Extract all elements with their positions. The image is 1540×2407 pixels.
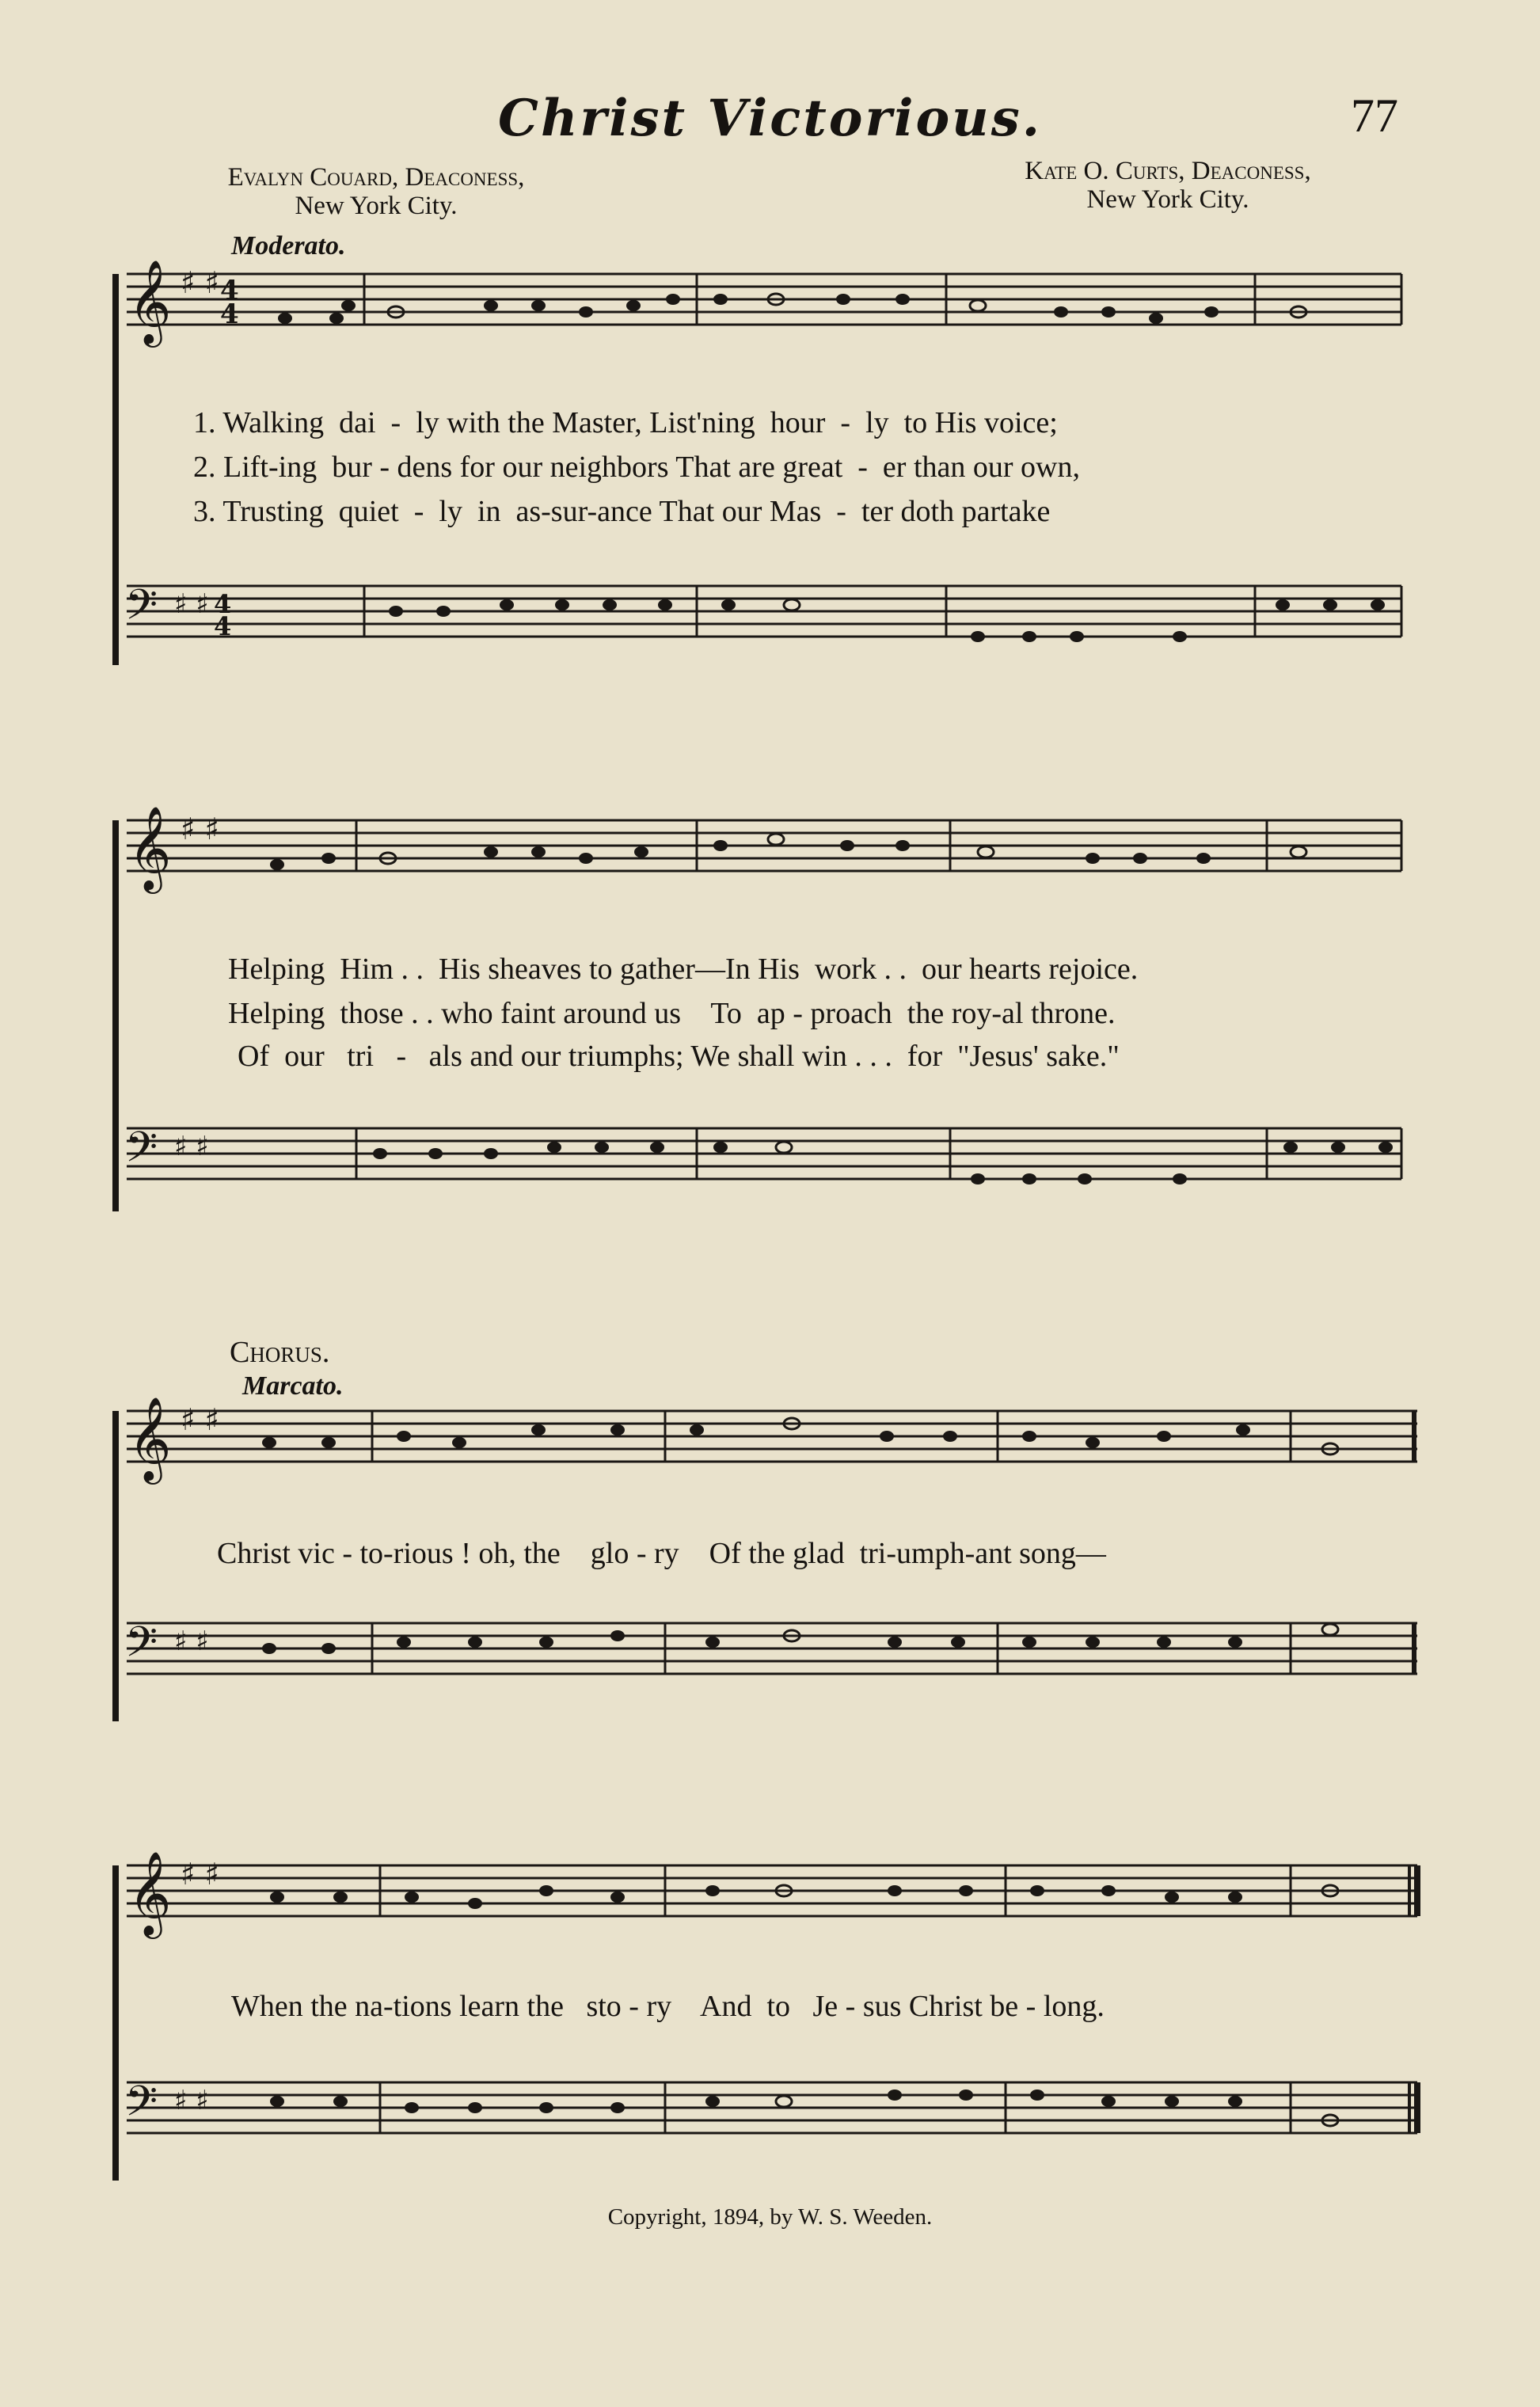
bass-clef-icon: 𝄢 [125, 581, 158, 640]
svg-text:𝄞: 𝄞 [128, 1396, 172, 1481]
svg-text:𝄢: 𝄢 [125, 2078, 158, 2136]
bass-staff-system-2 [111, 1097, 1425, 1239]
svg-text:4: 4 [220, 298, 239, 330]
chorus-line-2: When the na-tions learn the sto - ry And to Je - sus Christ be - long. [231, 1990, 1105, 2023]
svg-text:4: 4 [220, 275, 239, 306]
page-number: 77 [1351, 89, 1398, 142]
treble-staff-chorus-1 [111, 1390, 1425, 1517]
svg-text:4: 4 [214, 611, 232, 641]
chorus-line-1: Christ vic - to-rious ! oh, the glo - ry Of the glad tri-umph-ant song— [217, 1537, 1106, 1570]
chorus-label: Chorus. [230, 1336, 330, 1369]
hymn-title: Christ Victorious. [498, 89, 1042, 148]
composer-credit [962, 157, 1374, 214]
bass-staff-system-1 [111, 554, 1425, 697]
copyright-notice: Copyright, 1894, by W. S. Weeden. [607, 2204, 933, 2230]
chorus-2-brace [112, 1865, 119, 2181]
chorus-tempo-marking: Marcato. [242, 1371, 344, 1401]
treble-clef-icon: 𝄞 [128, 259, 172, 344]
verse-2-line-1: 2. Lift-ing bur - dens for our neighbors That are great - er than our own, [193, 451, 1080, 484]
svg-text:♯ ♯: ♯ ♯ [181, 1402, 219, 1437]
svg-text:♯ ♯: ♯ ♯ [174, 1131, 209, 1162]
svg-text:♯ ♯: ♯ ♯ [174, 1626, 209, 1657]
svg-text:♯ ♯: ♯ ♯ [174, 2085, 209, 2116]
tempo-marking: Moderato. [231, 231, 346, 260]
composer-name: Kate O. Curts, Deaconess, [1025, 157, 1311, 185]
treble-staff-system-2 [111, 800, 1425, 926]
svg-text:♯ ♯: ♯ ♯ [174, 588, 209, 620]
svg-text:4: 4 [214, 589, 232, 619]
author-credit [170, 163, 582, 220]
verse-1-line-1: 1. Walking dai - ly with the Master, List'ning hour - ly to His voice; [193, 406, 1058, 439]
svg-text:♯ ♯: ♯ ♯ [181, 1857, 219, 1892]
author-name: Evalyn Couard, Deaconess, [227, 163, 525, 192]
svg-text:♯ ♯: ♯ ♯ [181, 265, 219, 300]
system-2-brace [112, 820, 119, 1211]
author-location: New York City. [295, 192, 458, 220]
chorus-1-brace [112, 1411, 119, 1721]
svg-text:𝄞: 𝄞 [128, 805, 172, 890]
treble-staff-system-1 [111, 253, 1425, 380]
system-1-brace [112, 274, 119, 665]
verse-3-line-1: 3. Trusting quiet - ly in as-sur-ance That our Mas - ter doth partake [193, 495, 1051, 528]
composer-location: New York City. [1086, 185, 1249, 214]
treble-staff-chorus-2 [111, 1845, 1425, 1972]
bass-staff-chorus-1 [111, 1591, 1425, 1734]
svg-text:𝄢: 𝄢 [125, 1124, 158, 1182]
svg-text:𝄞: 𝄞 [128, 1850, 172, 1935]
verse-1-line-2: Helping Him . . His sheaves to gather—In His work . . our hearts rejoice. [228, 953, 1139, 986]
svg-text:𝄢: 𝄢 [125, 1618, 158, 1677]
svg-text:♯ ♯: ♯ ♯ [181, 812, 219, 846]
verse-2-line-2: Helping those . . who faint around us To ap - proach the roy-al throne. [228, 997, 1116, 1030]
bass-staff-chorus-2 [111, 2051, 1425, 2193]
verse-3-line-2: Of our tri - als and our triumphs; We shall win . . . for "Jesus' sake." [238, 1040, 1120, 1073]
